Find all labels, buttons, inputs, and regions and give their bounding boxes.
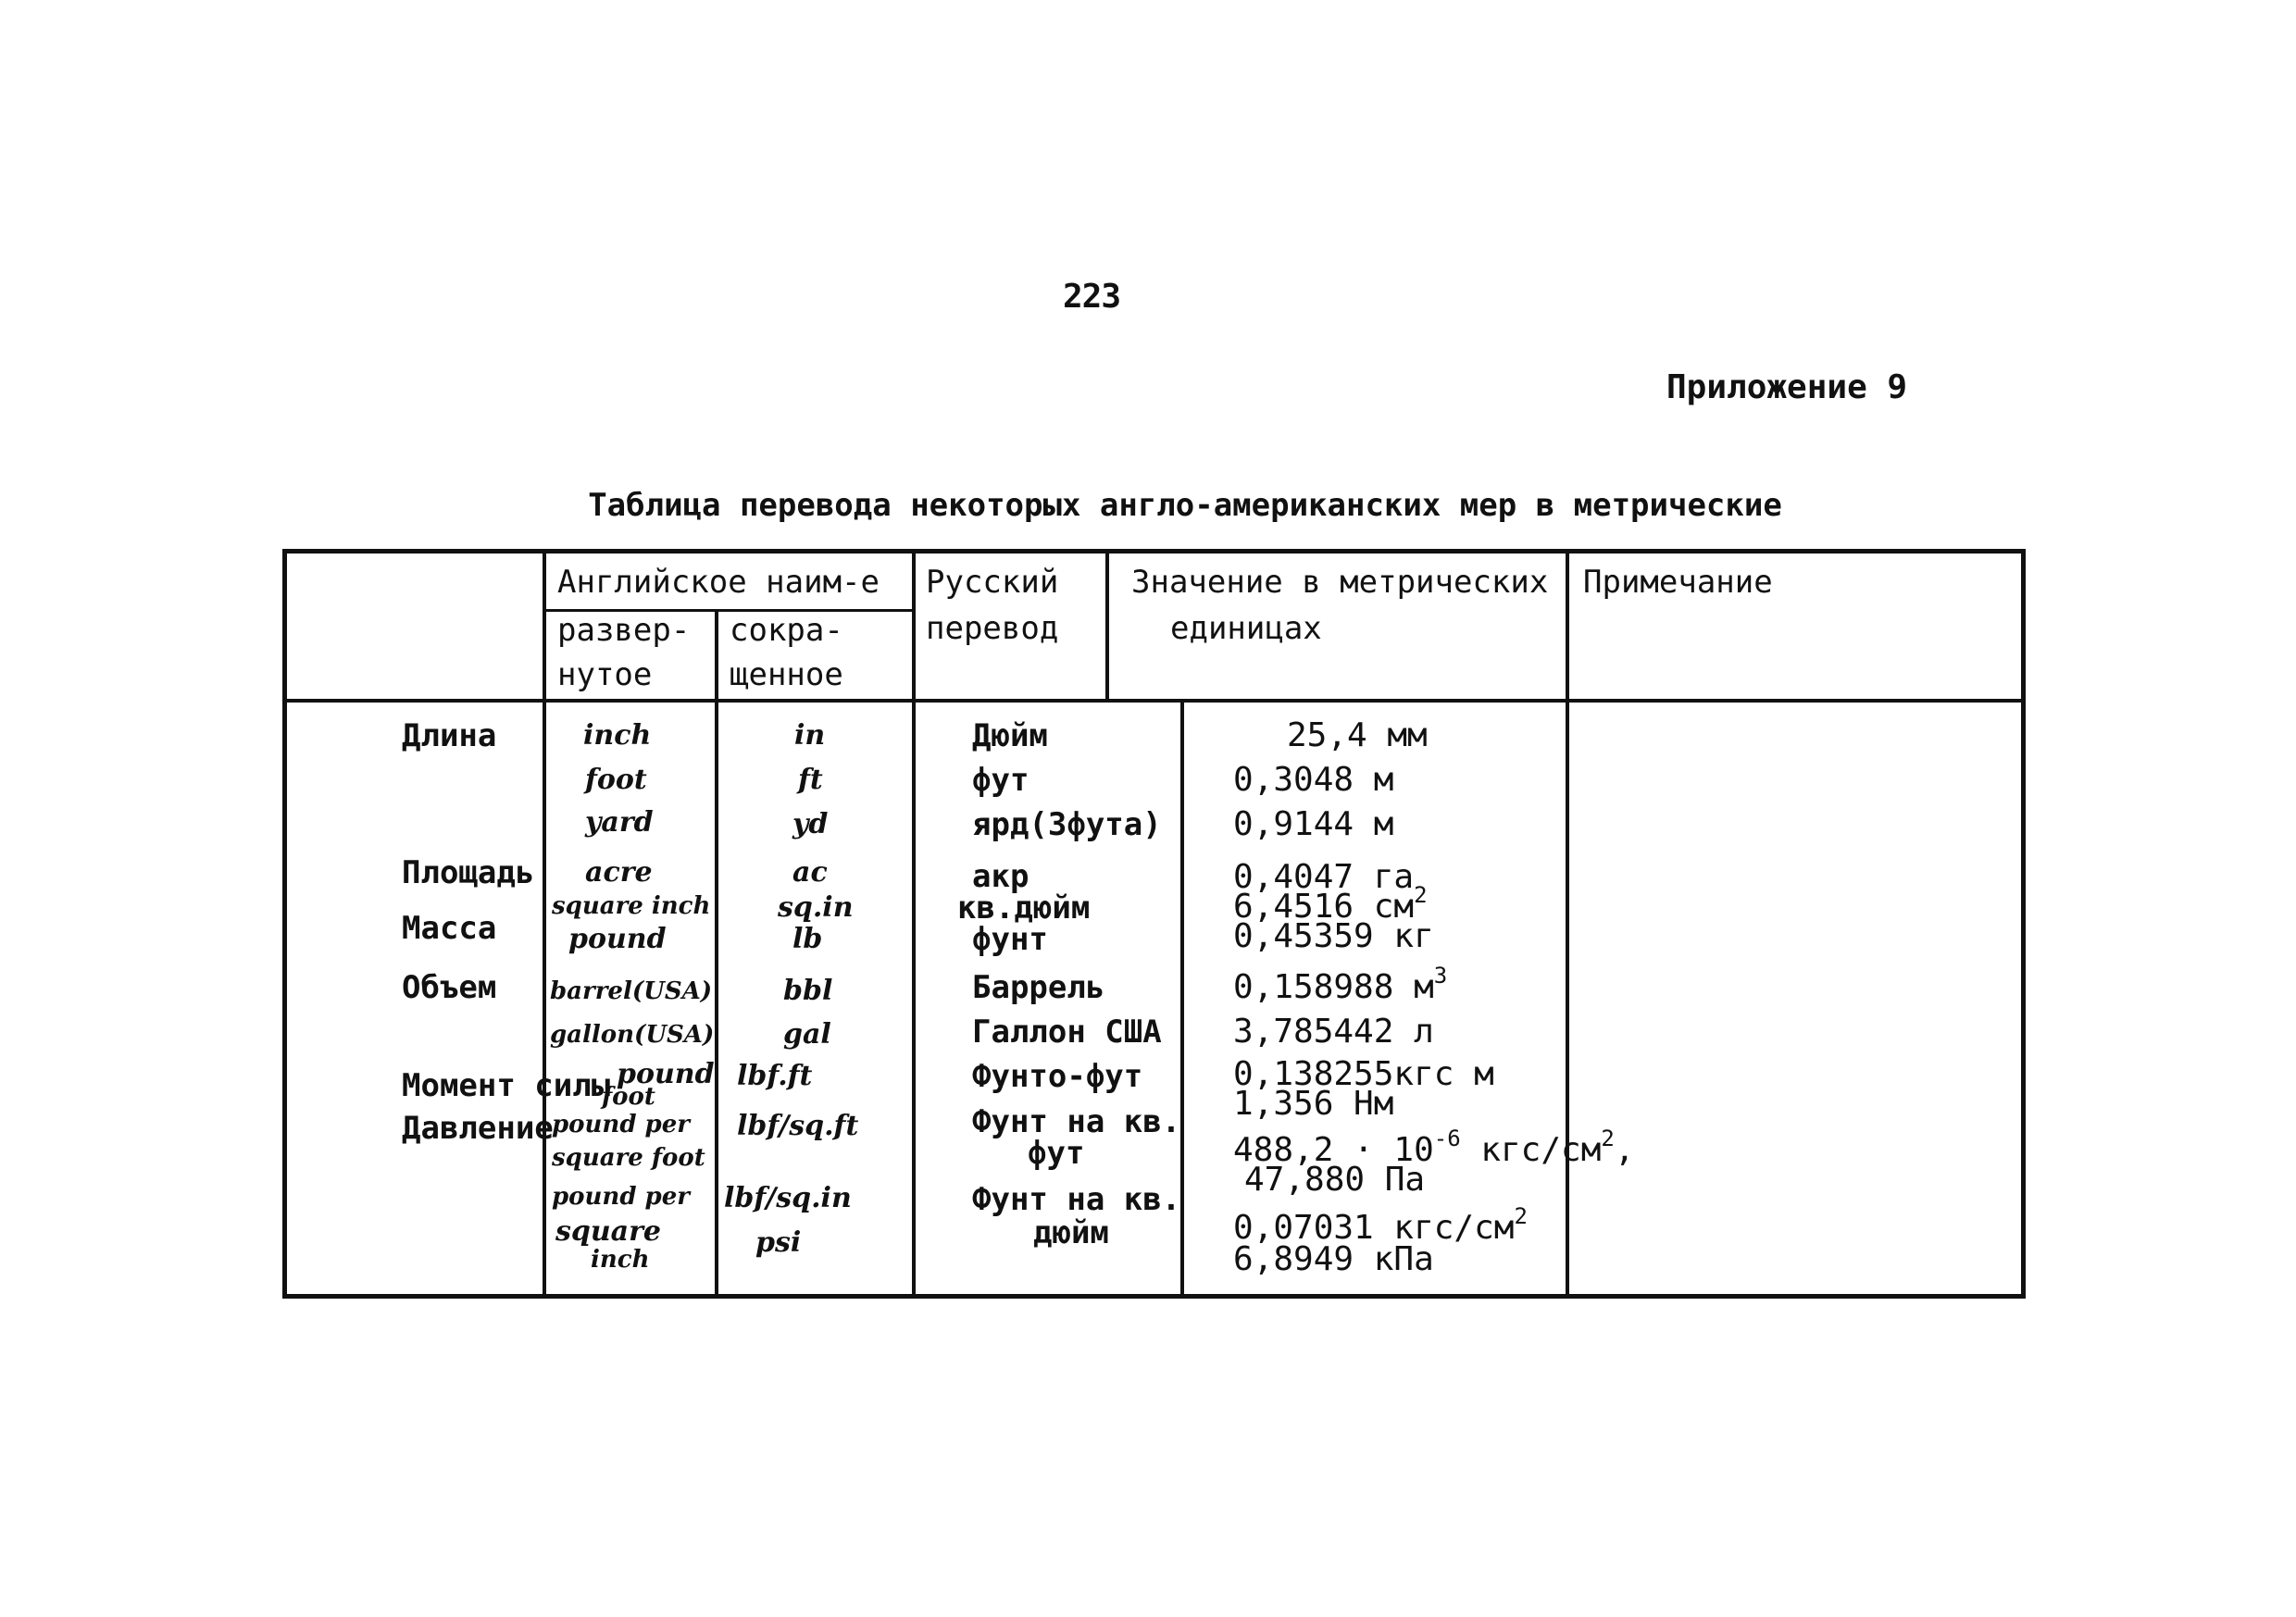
ru-yard: ярд(3фута) [972, 806, 1162, 843]
category-torque: Момент силы [402, 1067, 611, 1104]
value-acre: 0,4047 га [1233, 858, 1415, 896]
expanded-barrel: barrel(USA) [550, 977, 713, 1005]
col-divider-4b [1180, 699, 1184, 1294]
expanded-torque-1: pound [617, 1058, 715, 1090]
header-metric-1: Значение в метрических [1131, 564, 1549, 601]
abbr-in: in [794, 719, 826, 752]
expanded-psi-1: pound per [552, 1183, 690, 1211]
category-length: Длина [402, 717, 497, 754]
header-expanded-1: развер- [557, 612, 691, 649]
abbr-yd: yd [792, 808, 829, 840]
expanded-foot: foot [585, 764, 647, 796]
header-expanded-2: нутое [557, 656, 653, 693]
value-psi-1-text: 0,07031 кгс/см [1233, 1209, 1515, 1247]
value-barrel-exp: 3 [1433, 963, 1448, 989]
abbr-psi: psi [755, 1226, 802, 1259]
value-inch: 25,4 мм [1287, 716, 1428, 754]
abbr-lbf-sq-ft: lbf/sq.ft [737, 1110, 859, 1142]
expanded-gallon: gallon(USA) [550, 1021, 715, 1049]
abbr-lbf-ft: lbf.ft [737, 1060, 813, 1092]
value-barrel-text: 0,158988 м [1233, 968, 1434, 1006]
category-pressure: Давление [402, 1110, 554, 1147]
header-divider [287, 699, 2021, 703]
ru-psf-1: Фунт на кв. [972, 1103, 1181, 1140]
ru-foot-pound: Фунто-фут [972, 1058, 1143, 1095]
value-barrel [1233, 964, 1447, 1011]
header-russian-2: перевод [926, 610, 1059, 647]
ru-psf-2: фут [1028, 1135, 1085, 1172]
ru-psi-2: дюйм [1033, 1214, 1109, 1251]
value-sq-inch-exp: 2 [1414, 882, 1428, 908]
expanded-yard: yard [585, 806, 654, 839]
expanded-psf-1: pound per [552, 1111, 690, 1138]
header-metric-2: единицах [1170, 610, 1322, 647]
ru-gallon: Галлон США [972, 1014, 1162, 1051]
col-divider-2 [715, 609, 718, 1294]
value-gallon: 3,785442 л [1233, 1013, 1434, 1051]
abbr-ft: ft [798, 764, 823, 796]
expanded-inch: inch [583, 719, 652, 752]
appendix-label: Приложение 9 [1666, 368, 1908, 406]
col-divider-4a [1105, 554, 1109, 699]
header-abbr-2: щенное [730, 656, 843, 693]
expanded-psi-3: inch [591, 1246, 650, 1274]
value-psf-1-unit-exp: 2 [1601, 1126, 1615, 1151]
value-torque-1: 0,138255кгс м [1233, 1055, 1494, 1093]
ru-sq-inch: кв.дюйм [957, 889, 1091, 927]
col-divider-5 [1566, 554, 1569, 1294]
abbr-bbl: bbl [783, 975, 833, 1007]
value-psf-2: 47,880 Па [1244, 1161, 1426, 1199]
expanded-torque-2: foot [602, 1083, 655, 1111]
value-psf-1-end: , [1614, 1131, 1635, 1169]
abbr-sq-in: sq.in [778, 891, 854, 924]
value-psf-1-exp: -6 [1433, 1126, 1461, 1151]
header-abbr-1: сокра- [730, 612, 843, 649]
category-mass: Масса [402, 910, 497, 947]
value-yard: 0,9144 м [1233, 805, 1394, 843]
header-english-name: Английское наим-е [557, 564, 880, 601]
ru-inch: Дюйм [972, 717, 1048, 754]
abbr-lb: lb [792, 923, 823, 955]
expanded-psi-2: square [555, 1215, 662, 1248]
conversion-table [282, 549, 2026, 1299]
page-number: 223 [1063, 278, 1121, 316]
value-sq-inch-text: 6,4516 см [1233, 888, 1415, 926]
abbr-lbf-sq-in: lbf/sq.in [724, 1182, 852, 1214]
ru-barrel: Баррель [972, 969, 1105, 1006]
category-volume: Объем [402, 969, 497, 1006]
value-pound: 0,45359 кг [1233, 917, 1434, 955]
table-title: Таблица перевода некоторых англо-американских мер в метрические [588, 487, 1782, 524]
value-torque-2: 1,356 Нм [1233, 1085, 1394, 1123]
ru-foot: фут [972, 762, 1029, 799]
value-foot: 0,3048 м [1233, 761, 1394, 799]
header-russian-1: Русский [926, 564, 1059, 601]
abbr-gal: gal [783, 1018, 831, 1051]
value-psf-1-pre: 488,2 · 10 [1233, 1131, 1434, 1169]
ru-acre: акр [972, 858, 1029, 895]
category-area: Площадь [402, 854, 535, 891]
value-psi-1 [1233, 1203, 1528, 1247]
ru-pound: фунт [972, 921, 1048, 958]
expanded-psf-2: square foot [552, 1144, 705, 1172]
abbr-ac: ac [792, 856, 828, 889]
value-psi-2: 6,8949 кПа [1233, 1240, 1434, 1278]
header-note: Примечание [1583, 564, 1773, 601]
ru-psi-1: Фунт на кв. [972, 1181, 1181, 1218]
col-divider-3 [912, 554, 916, 1294]
value-psi-1-exp: 2 [1514, 1203, 1528, 1229]
expanded-acre: acre [585, 856, 653, 889]
expanded-pound: pound [568, 923, 667, 955]
col-divider-1 [543, 554, 546, 1294]
value-psf-1-unit: кгс/см [1460, 1131, 1602, 1169]
expanded-square-inch: square inch [552, 892, 711, 920]
